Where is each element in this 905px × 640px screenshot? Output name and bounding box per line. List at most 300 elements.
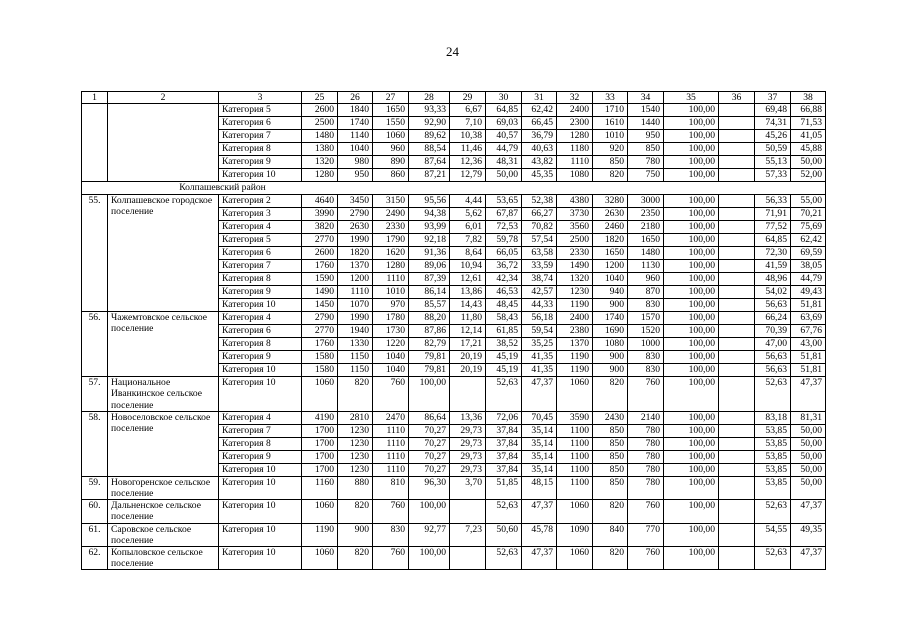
column-header: 27 — [373, 92, 409, 104]
value-cell: 52,00 — [791, 169, 826, 182]
value-cell: 1080 — [593, 338, 628, 351]
value-cell: 57,33 — [755, 169, 791, 182]
value-cell: 1070 — [338, 299, 373, 312]
value-cell: 44,79 — [791, 273, 826, 286]
value-cell: 1760 — [302, 260, 338, 273]
category-cell: Категория 10 — [219, 377, 302, 412]
value-cell: 56,63 — [755, 351, 791, 364]
category-cell: Категория 10 — [219, 523, 302, 546]
value-cell: 66,24 — [755, 312, 791, 325]
value-cell: 38,05 — [791, 260, 826, 273]
category-cell: Категория 7 — [219, 260, 302, 273]
value-cell: 77,52 — [755, 221, 791, 234]
settlement-name: Чажемтовское сельское поселение — [108, 312, 219, 377]
category-cell: Категория 10 — [219, 476, 302, 499]
category-cell: Категория 9 — [219, 286, 302, 299]
category-cell: Категория 5 — [219, 234, 302, 247]
value-cell: 1060 — [302, 377, 338, 412]
value-cell: 1200 — [593, 260, 628, 273]
value-cell: 8,64 — [450, 247, 486, 260]
value-cell: 85,57 — [409, 299, 450, 312]
settlement-name — [108, 104, 219, 182]
value-cell: 860 — [373, 169, 409, 182]
value-cell: 42,34 — [486, 273, 522, 286]
value-cell: 770 — [628, 523, 664, 546]
value-cell: 100,00 — [409, 500, 450, 523]
column-header: 29 — [450, 92, 486, 104]
value-cell: 850 — [593, 463, 628, 476]
value-cell: 1700 — [302, 463, 338, 476]
value-cell — [719, 476, 755, 499]
value-cell: 870 — [628, 286, 664, 299]
value-cell: 100,00 — [664, 260, 719, 273]
value-cell: 33,59 — [522, 260, 557, 273]
value-cell: 7,82 — [450, 234, 486, 247]
category-cell: Категория 10 — [219, 500, 302, 523]
value-cell: 780 — [628, 450, 664, 463]
value-cell: 100,00 — [664, 437, 719, 450]
value-cell: 13,86 — [450, 286, 486, 299]
value-cell: 2430 — [593, 411, 628, 424]
value-cell: 850 — [593, 450, 628, 463]
value-cell: 63,58 — [522, 247, 557, 260]
value-cell: 2330 — [373, 221, 409, 234]
value-cell — [719, 260, 755, 273]
value-cell: 780 — [628, 424, 664, 437]
value-cell: 1650 — [593, 247, 628, 260]
value-cell: 100,00 — [664, 325, 719, 338]
value-cell: 3730 — [557, 208, 593, 221]
value-cell: 1190 — [557, 351, 593, 364]
value-cell — [450, 547, 486, 570]
value-cell: 12,79 — [450, 169, 486, 182]
value-cell: 51,81 — [791, 351, 826, 364]
value-cell: 29,73 — [450, 463, 486, 476]
value-cell: 35,14 — [522, 424, 557, 437]
value-cell: 56,18 — [522, 312, 557, 325]
value-cell: 86,64 — [409, 411, 450, 424]
value-cell: 45,88 — [791, 143, 826, 156]
value-cell: 1110 — [338, 286, 373, 299]
value-cell — [719, 221, 755, 234]
category-cell: Категория 9 — [219, 351, 302, 364]
table-row — [82, 476, 826, 499]
value-cell: 53,65 — [486, 195, 522, 208]
category-cell: Категория 7 — [219, 130, 302, 143]
value-cell — [719, 338, 755, 351]
value-cell: 70,27 — [409, 437, 450, 450]
value-cell: 2330 — [557, 247, 593, 260]
value-cell: 1650 — [628, 234, 664, 247]
value-cell: 51,81 — [791, 299, 826, 312]
page-number: 24 — [446, 44, 459, 59]
row-number: 56. — [82, 312, 108, 377]
value-cell — [719, 312, 755, 325]
value-cell: 2500 — [302, 117, 338, 130]
value-cell: 1220 — [373, 338, 409, 351]
category-cell: Категория 4 — [219, 221, 302, 234]
value-cell: 7,23 — [450, 523, 486, 546]
settlement-name: Дальненское сельское поселение — [108, 500, 219, 523]
value-cell — [719, 500, 755, 523]
value-cell: 56,63 — [755, 299, 791, 312]
value-cell: 69,03 — [486, 117, 522, 130]
value-cell: 20,19 — [450, 364, 486, 377]
value-cell: 840 — [593, 523, 628, 546]
value-cell: 1620 — [373, 247, 409, 260]
value-cell: 2180 — [628, 221, 664, 234]
value-cell: 850 — [593, 476, 628, 499]
value-cell: 820 — [338, 547, 373, 570]
value-cell: 1520 — [628, 325, 664, 338]
value-cell: 4,44 — [450, 195, 486, 208]
settlement-name: Колпашевское городское поселение — [108, 195, 219, 312]
value-cell: 41,05 — [791, 130, 826, 143]
value-cell: 54,02 — [755, 286, 791, 299]
value-cell: 1000 — [628, 338, 664, 351]
value-cell: 1100 — [557, 463, 593, 476]
value-cell: 67,87 — [486, 208, 522, 221]
value-cell: 48,31 — [486, 156, 522, 169]
value-cell: 760 — [373, 547, 409, 570]
value-cell: 1110 — [373, 424, 409, 437]
value-cell: 1690 — [593, 325, 628, 338]
value-cell: 13,36 — [450, 411, 486, 424]
value-cell: 49,43 — [791, 286, 826, 299]
value-cell: 79,81 — [409, 351, 450, 364]
value-cell: 50,60 — [486, 523, 522, 546]
value-cell: 72,53 — [486, 221, 522, 234]
value-cell: 1760 — [302, 338, 338, 351]
column-header: 33 — [593, 92, 628, 104]
value-cell: 12,14 — [450, 325, 486, 338]
value-cell: 88,54 — [409, 143, 450, 156]
value-cell: 1060 — [302, 547, 338, 570]
value-cell: 59,54 — [522, 325, 557, 338]
value-cell: 12,36 — [450, 156, 486, 169]
value-cell: 920 — [593, 143, 628, 156]
value-cell: 14,43 — [450, 299, 486, 312]
column-header: 32 — [557, 92, 593, 104]
column-header: 36 — [719, 92, 755, 104]
value-cell: 1280 — [302, 169, 338, 182]
value-cell: 86,14 — [409, 286, 450, 299]
value-cell: 56,63 — [755, 364, 791, 377]
value-cell: 100,00 — [664, 364, 719, 377]
category-cell: Категория 2 — [219, 195, 302, 208]
value-cell: 4190 — [302, 411, 338, 424]
column-header: 1 — [82, 92, 108, 104]
value-cell: 67,76 — [791, 325, 826, 338]
value-cell: 47,37 — [791, 547, 826, 570]
value-cell: 48,45 — [486, 299, 522, 312]
value-cell: 3450 — [338, 195, 373, 208]
value-cell — [719, 130, 755, 143]
category-cell: Категория 8 — [219, 437, 302, 450]
value-cell: 900 — [593, 364, 628, 377]
value-cell: 52,63 — [486, 377, 522, 412]
value-cell: 64,85 — [486, 104, 522, 117]
value-cell: 1080 — [557, 169, 593, 182]
value-cell: 53,85 — [755, 463, 791, 476]
value-cell: 53,85 — [755, 476, 791, 499]
value-cell: 52,63 — [755, 500, 791, 523]
category-cell: Категория 10 — [219, 299, 302, 312]
category-cell: Категория 8 — [219, 143, 302, 156]
value-cell: 43,82 — [522, 156, 557, 169]
value-cell: 10,94 — [450, 260, 486, 273]
value-cell: 940 — [593, 286, 628, 299]
value-cell: 64,85 — [755, 234, 791, 247]
value-cell: 36,79 — [522, 130, 557, 143]
value-cell: 760 — [373, 500, 409, 523]
value-cell: 89,62 — [409, 130, 450, 143]
value-cell: 100,00 — [664, 195, 719, 208]
value-cell: 1790 — [373, 234, 409, 247]
data-table — [81, 91, 826, 570]
value-cell: 47,37 — [522, 547, 557, 570]
value-cell: 1990 — [338, 234, 373, 247]
value-cell: 29,73 — [450, 437, 486, 450]
value-cell: 1990 — [338, 312, 373, 325]
value-cell: 87,39 — [409, 273, 450, 286]
category-cell: Категория 6 — [219, 325, 302, 338]
value-cell: 100,00 — [664, 156, 719, 169]
value-cell: 780 — [628, 463, 664, 476]
value-cell: 4380 — [557, 195, 593, 208]
value-cell: 59,78 — [486, 234, 522, 247]
table-row — [82, 523, 826, 546]
value-cell: 7,10 — [450, 117, 486, 130]
value-cell: 100,00 — [664, 221, 719, 234]
value-cell: 1190 — [557, 299, 593, 312]
value-cell: 1230 — [338, 450, 373, 463]
value-cell — [719, 547, 755, 570]
value-cell: 830 — [628, 351, 664, 364]
value-cell: 960 — [373, 143, 409, 156]
value-cell: 47,37 — [791, 500, 826, 523]
value-cell: 1580 — [302, 351, 338, 364]
value-cell: 1540 — [628, 104, 664, 117]
value-cell: 1700 — [302, 437, 338, 450]
value-cell: 70,45 — [522, 411, 557, 424]
value-cell: 820 — [338, 500, 373, 523]
value-cell: 2490 — [373, 208, 409, 221]
settlement-name: Копыловское сельское поселение — [108, 547, 219, 570]
value-cell: 51,85 — [486, 476, 522, 499]
value-cell — [719, 463, 755, 476]
value-cell: 780 — [628, 437, 664, 450]
category-cell: Категория 6 — [219, 117, 302, 130]
value-cell: 41,35 — [522, 364, 557, 377]
value-cell: 1320 — [557, 273, 593, 286]
category-cell: Категория 8 — [219, 338, 302, 351]
value-cell: 43,00 — [791, 338, 826, 351]
value-cell: 72,30 — [755, 247, 791, 260]
value-cell: 2600 — [302, 247, 338, 260]
value-cell: 50,00 — [791, 156, 826, 169]
value-cell: 3000 — [628, 195, 664, 208]
value-cell: 1440 — [628, 117, 664, 130]
value-cell: 1110 — [557, 156, 593, 169]
value-cell: 38,52 — [486, 338, 522, 351]
table-row — [82, 547, 826, 570]
value-cell: 40,63 — [522, 143, 557, 156]
row-number: 57. — [82, 377, 108, 412]
value-cell: 4640 — [302, 195, 338, 208]
row-number: 62. — [82, 547, 108, 570]
value-cell: 1110 — [373, 437, 409, 450]
category-cell: Категория 10 — [219, 364, 302, 377]
value-cell: 29,73 — [450, 450, 486, 463]
value-cell: 2460 — [593, 221, 628, 234]
value-cell: 2790 — [338, 208, 373, 221]
value-cell: 100,00 — [664, 130, 719, 143]
value-cell: 47,37 — [522, 377, 557, 412]
value-cell: 830 — [628, 364, 664, 377]
value-cell: 45,19 — [486, 364, 522, 377]
value-cell: 100,00 — [664, 547, 719, 570]
value-cell — [719, 104, 755, 117]
value-cell: 37,84 — [486, 463, 522, 476]
value-cell: 63,69 — [791, 312, 826, 325]
category-cell: Категория 7 — [219, 424, 302, 437]
value-cell: 1180 — [557, 143, 593, 156]
value-cell: 3150 — [373, 195, 409, 208]
value-cell: 100,00 — [664, 312, 719, 325]
value-cell: 75,69 — [791, 221, 826, 234]
value-cell: 52,63 — [755, 547, 791, 570]
value-cell: 1010 — [373, 286, 409, 299]
value-cell: 1230 — [338, 424, 373, 437]
value-cell: 1740 — [338, 117, 373, 130]
value-cell: 41,59 — [755, 260, 791, 273]
value-cell: 850 — [593, 437, 628, 450]
district-spacer — [82, 182, 108, 195]
column-header: 34 — [628, 92, 664, 104]
value-cell: 2630 — [338, 221, 373, 234]
value-cell: 2380 — [557, 325, 593, 338]
value-cell: 49,35 — [791, 523, 826, 546]
value-cell: 1370 — [557, 338, 593, 351]
value-cell: 760 — [628, 500, 664, 523]
value-cell: 780 — [628, 156, 664, 169]
value-cell: 10,38 — [450, 130, 486, 143]
value-cell: 70,82 — [522, 221, 557, 234]
value-cell: 47,37 — [791, 377, 826, 412]
value-cell: 100,00 — [409, 547, 450, 570]
table-row — [82, 312, 826, 325]
value-cell: 100,00 — [664, 286, 719, 299]
value-cell: 1060 — [557, 547, 593, 570]
value-cell: 12,61 — [450, 273, 486, 286]
value-cell: 1040 — [373, 351, 409, 364]
value-cell — [719, 437, 755, 450]
value-cell: 3280 — [593, 195, 628, 208]
value-cell: 70,39 — [755, 325, 791, 338]
table-row — [82, 195, 826, 208]
value-cell: 87,86 — [409, 325, 450, 338]
column-header: 37 — [755, 92, 791, 104]
value-cell: 35,14 — [522, 437, 557, 450]
value-cell: 74,31 — [755, 117, 791, 130]
column-header: 38 — [791, 92, 826, 104]
value-cell: 1550 — [373, 117, 409, 130]
value-cell: 45,19 — [486, 351, 522, 364]
value-cell — [719, 195, 755, 208]
table-row — [82, 411, 826, 424]
value-cell: 1230 — [557, 286, 593, 299]
value-cell — [719, 117, 755, 130]
value-cell: 50,00 — [791, 476, 826, 499]
value-cell: 87,64 — [409, 156, 450, 169]
value-cell: 100,00 — [664, 143, 719, 156]
value-cell: 52,38 — [522, 195, 557, 208]
value-cell: 1110 — [373, 450, 409, 463]
value-cell: 41,35 — [522, 351, 557, 364]
value-cell: 1700 — [302, 450, 338, 463]
value-cell: 88,20 — [409, 312, 450, 325]
value-cell: 100,00 — [664, 500, 719, 523]
value-cell: 11,80 — [450, 312, 486, 325]
value-cell: 58,43 — [486, 312, 522, 325]
column-header: 35 — [664, 92, 719, 104]
value-cell: 53,85 — [755, 424, 791, 437]
value-cell — [719, 299, 755, 312]
value-cell: 100,00 — [664, 424, 719, 437]
value-cell: 69,48 — [755, 104, 791, 117]
value-cell: 66,45 — [522, 117, 557, 130]
value-cell: 760 — [628, 547, 664, 570]
value-cell: 45,26 — [755, 130, 791, 143]
value-cell: 100,00 — [664, 299, 719, 312]
value-cell: 1150 — [338, 351, 373, 364]
value-cell: 1130 — [628, 260, 664, 273]
value-cell: 50,00 — [486, 169, 522, 182]
value-cell: 57,54 — [522, 234, 557, 247]
value-cell: 1100 — [557, 476, 593, 499]
column-header: 31 — [522, 92, 557, 104]
row-number: 55. — [82, 195, 108, 312]
column-header: 2 — [108, 92, 219, 104]
row-number: 61. — [82, 523, 108, 546]
value-cell: 92,90 — [409, 117, 450, 130]
value-cell: 87,21 — [409, 169, 450, 182]
value-cell: 3,70 — [450, 476, 486, 499]
header-row — [82, 92, 826, 104]
value-cell — [719, 234, 755, 247]
category-cell: Категория 4 — [219, 411, 302, 424]
value-cell: 1840 — [338, 104, 373, 117]
value-cell: 760 — [628, 377, 664, 412]
value-cell: 48,15 — [522, 476, 557, 499]
table-row — [82, 377, 826, 412]
settlement-name: Новоселовское сельское поселение — [108, 411, 219, 476]
value-cell — [719, 377, 755, 412]
value-cell: 900 — [338, 523, 373, 546]
value-cell: 37,84 — [486, 437, 522, 450]
value-cell: 1060 — [557, 377, 593, 412]
value-cell: 1710 — [593, 104, 628, 117]
value-cell: 900 — [593, 299, 628, 312]
value-cell: 1140 — [338, 130, 373, 143]
category-cell: Категория 9 — [219, 450, 302, 463]
value-cell: 100,00 — [664, 208, 719, 221]
value-cell: 1450 — [302, 299, 338, 312]
row-number: 60. — [82, 500, 108, 523]
value-cell: 100,00 — [664, 411, 719, 424]
value-cell: 36,72 — [486, 260, 522, 273]
